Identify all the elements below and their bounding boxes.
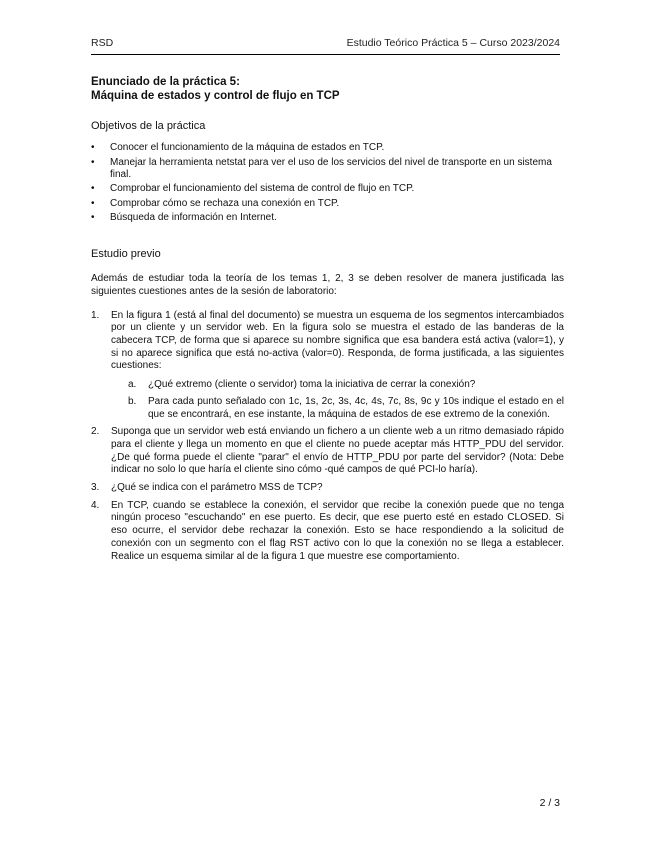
- page-title: [91, 76, 564, 104]
- study-heading: Estudio previo: [91, 247, 161, 260]
- subquestion-letter: a.: [128, 379, 137, 391]
- list-item: • Comprobar el funcionamiento del sistema de control de flujo en TCP.: [91, 183, 564, 196]
- list-item: • Búsqueda de información en Internet.: [91, 212, 564, 225]
- list-item: • Conocer el funcionamiento de la máquina de estados en TCP.: [91, 142, 564, 155]
- header-divider: [91, 54, 560, 55]
- questions-list: [91, 310, 564, 564]
- question-item: [91, 310, 564, 422]
- subquestions-list: [111, 379, 564, 421]
- subquestion-text: ¿Qué extremo (cliente o servidor) toma la iniciativa de cerrar la conexión?: [148, 379, 476, 391]
- question-number: 4.: [91, 499, 100, 511]
- question-item: [91, 426, 564, 477]
- subquestion-item: [111, 396, 564, 421]
- header-document-title: Estudio Teórico Práctica 5 – Curso 2023/2024: [346, 37, 560, 49]
- header-course-code: RSD: [91, 37, 114, 49]
- page-header: [91, 37, 560, 53]
- question-number: 1.: [91, 309, 100, 321]
- subquestion-text: Para cada punto señalado con 1c, 1s, 2c, 3s, 4c, 4s, 7c, 8s, 9c y 10s indique el estado en el que se encontrará, en ese instante, la máquina de estados de ese extremo de la conexión.: [148, 395, 564, 420]
- question-number: 2.: [91, 426, 100, 438]
- subquestion-item: [111, 379, 564, 392]
- question-text: Suponga que un servidor web está enviando un fichero a un cliente web a un ritmo demasiado rápido para el cliente y llega un momento en que el cliente no puede aceptar más HTTP_PDU del servidor. ¿De qué forma puede el cliente "parar" el envío de HTTP_PDU por parte del servidor? (Nota: Debe indicar no solo lo que haría el cliente sino cómo -qué campos de qué PCI-lo haría).: [111, 426, 564, 476]
- question-item: [91, 482, 564, 495]
- title-line-2: Máquina de estados y control de flujo en TCP: [91, 89, 340, 102]
- question-item: [91, 500, 564, 564]
- question-text: En TCP, cuando se establece la conexión, el servidor que recibe la conexión puede que no tenga ningún proceso "escuchando" en ese puerto. Es decir, que ese puerto esté en estado CLOSED. Si eso ocurre, el servidor debe rechazar la conexión. Esto se hace respondiendo a la solicitud de conexión con un segmento con el flag RST activo con lo que la conexión no se llega a establecer. Realice un esquema similar al de la figura 1 que muestre ese comportamiento.: [111, 499, 564, 562]
- objectives-heading: Objetivos de la práctica: [91, 119, 206, 132]
- subquestion-letter: b.: [128, 395, 137, 407]
- question-text: ¿Qué se indica con el parámetro MSS de TCP?: [111, 482, 323, 494]
- list-item: • Manejar la herramienta netstat para ver el uso de los servicios del nivel de transporte en un sistema final.: [91, 157, 564, 182]
- page-number: 2 / 3: [539, 797, 560, 809]
- study-intro: Además de estudiar toda la teoría de los temas 1, 2, 3 se deben resolver de manera justificada las siguientes cuestiones antes de la sesión de laboratorio:: [91, 273, 564, 297]
- title-line-1: Enunciado de la práctica 5:: [91, 76, 240, 88]
- list-item: • Comprobar cómo se rechaza una conexión en TCP.: [91, 198, 564, 211]
- page-content: [91, 76, 564, 568]
- objectives-list: [91, 142, 564, 224]
- question-text: En la figura 1 (está al final del documento) se muestra un esquema de los segmentos intercambiados por un cliente y un servidor web. En la figura solo se muestra el estado de las banderas de la cabecera TCP, de forma que si aparece su nombre significa que esa bandera está activa (valor=1), y si no aparece significa que está no-activa (valor=0). Responda, de forma justificada, a las siguientes cuestiones:: [111, 309, 564, 372]
- question-number: 3.: [91, 482, 100, 494]
